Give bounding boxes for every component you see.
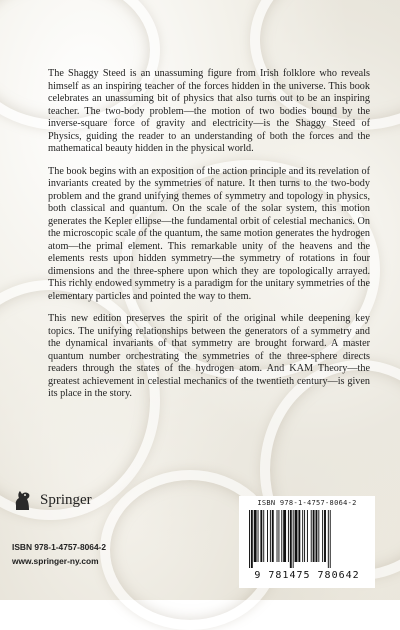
barcode-bar bbox=[288, 510, 289, 562]
barcode-bar bbox=[330, 510, 331, 568]
publisher-website[interactable]: www.springer-ny.com bbox=[12, 556, 99, 566]
blurb-paragraph-1: The Shaggy Steed is an unassuming figure from Irish folklore who reveals himself as an inspiring teacher of the forces hidden in the universe. This book celebrates an unassuming bit of physics that also turns out to be an inspiring teacher. The two-body problem—the motion of two bodies bound by the inverse-square force of gravity and electricity—is the Shaggy Steed of Physics, guiding the reader to an understanding of both the forces and the mathematical beauty hidden in the physical world. bbox=[48, 68, 370, 154]
barcode-bar bbox=[293, 510, 294, 568]
barcode-bar bbox=[272, 510, 274, 562]
barcode-bar bbox=[281, 510, 282, 562]
isbn-info bbox=[12, 540, 106, 568]
barcode-bar bbox=[270, 510, 271, 562]
barcode-bar bbox=[328, 510, 329, 568]
barcode-bar bbox=[324, 510, 326, 562]
barcode-panel bbox=[239, 496, 375, 588]
isbn-text: ISBN 978-1-4757-8064-2 bbox=[12, 542, 107, 552]
springer-knight-icon bbox=[12, 488, 34, 512]
blurb-paragraph-2: The book begins with an exposition of the action principle and its revelation of invariants created by the symmetries of nature. It then turns to the two-body problem and the grand unifying themes of symmetry and topology in physics, both classical and quantum. On the scale of the solar system, this motion generates the Kepler ellipse—the fundamental orbit of celestial mechanics. On the microscopic scale of the quantum, the same motion generates the hydrogen atom—the primal element. This remarkable unity of the heavens and the elements rests upon hidden symmetry—the symmetry of rotations in four dimensions and the three-sphere upon which they are topologically arrayed. This richly endowed symmetry is a paradigm for the unitary symmetries of the elementary particles and pointed the way to them. bbox=[48, 165, 370, 302]
barcode-bar bbox=[311, 510, 312, 562]
barcode-bar bbox=[316, 510, 318, 562]
barcode-graphic bbox=[247, 510, 367, 568]
barcode-bar bbox=[322, 510, 323, 562]
barcode-bar bbox=[278, 510, 279, 562]
barcode-bar bbox=[258, 510, 259, 562]
barcode-bar bbox=[298, 510, 300, 562]
barcode-bar bbox=[304, 510, 305, 562]
publisher-logo bbox=[12, 488, 92, 512]
barcode-bar bbox=[260, 510, 262, 562]
barcode-bar bbox=[251, 510, 253, 568]
barcode-bar bbox=[318, 510, 319, 562]
barcode-bar bbox=[295, 510, 298, 562]
barcode-bar bbox=[290, 510, 292, 568]
blurb-paragraph-3: This new edition preserves the spirit of the original while deepening key topics. The unifying relationships between the generators of a symmetry and the dynamical invariants of that symmetry are brought forward. A master quantum number orchestrating the symmetries of the three-sphere directs readers through the states of the hydrogen atom. And KAM Theory—the greatest achievement in celestial mechanics of the twentieth century—is given its place in the story. bbox=[48, 313, 370, 399]
barcode-bar bbox=[277, 510, 278, 562]
barcode-bar bbox=[307, 510, 308, 562]
barcode-digits: 9 781475 780642 bbox=[254, 570, 360, 581]
barcode-bar bbox=[249, 510, 250, 568]
barcode-bar bbox=[302, 510, 303, 562]
back-cover-blurb bbox=[48, 68, 370, 411]
barcode-bar bbox=[254, 510, 257, 562]
barcode-isbn-text: ISBN 978-1-4757-8064-2 bbox=[257, 499, 357, 507]
barcode-bar bbox=[267, 510, 268, 562]
barcode-bar bbox=[263, 510, 264, 562]
barcode-bar bbox=[283, 510, 286, 562]
barcode-bar bbox=[313, 510, 315, 562]
publisher-name: Springer bbox=[40, 491, 92, 508]
